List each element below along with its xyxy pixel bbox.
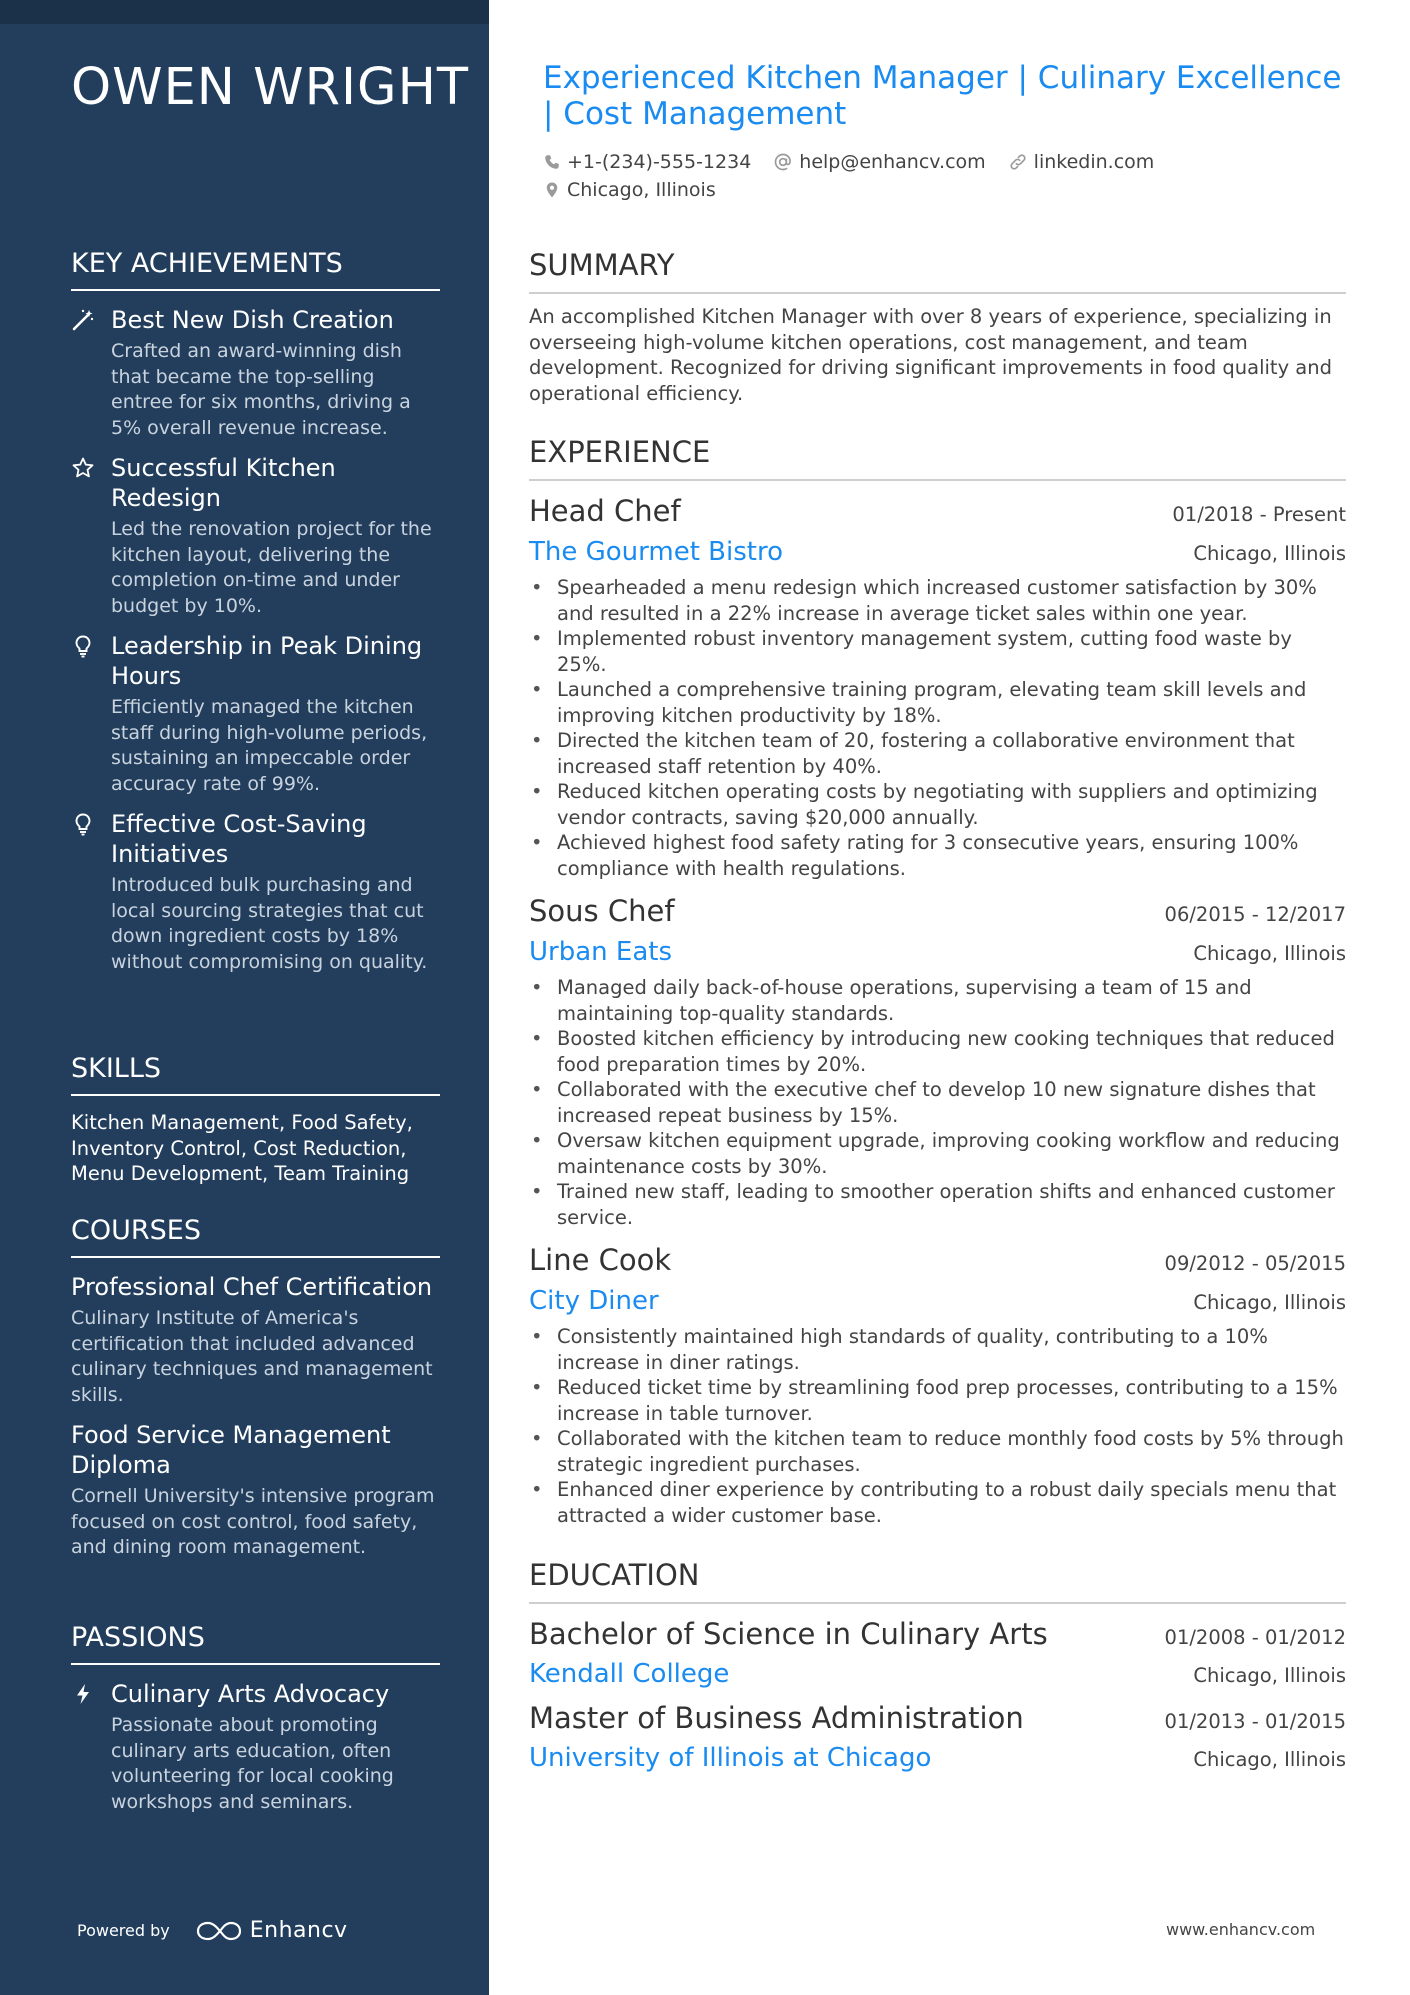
passions-section (71, 1622, 440, 1827)
experience-section (529, 435, 1346, 1538)
school-name: University of Illinois at Chicago (529, 1743, 932, 1773)
at-sign-icon (773, 152, 793, 172)
job-bullets (529, 1324, 1346, 1528)
email-text: help@enhancv.com (799, 151, 986, 173)
education-entry (529, 1698, 1346, 1778)
achievement-description: Crafted an award-winning dish that became the top-selling entree for six months, driving a 5% overall revenue increase. (111, 340, 411, 439)
education-dates: 01/2008 - 01/2012 (1164, 1626, 1346, 1649)
phone-icon (543, 153, 561, 171)
job-location: Chicago, Illinois (1193, 542, 1346, 565)
achievement-title: Leadership in Peak Dining Hours (111, 632, 423, 690)
education-heading: EDUCATION (529, 1558, 1346, 1604)
job-entry (529, 491, 1346, 881)
education-location: Chicago, Illinois (1193, 1748, 1346, 1771)
achievement-item (71, 631, 440, 797)
candidate-name: OWEN WRIGHT (71, 58, 470, 117)
footer-url[interactable]: www.enhancv.com (1166, 1920, 1316, 1939)
job-bullet: • Oversaw kitchen equipment upgrade, improving cooking workflow and reducing maintenance costs by 30%. (529, 1128, 1346, 1179)
education-section (529, 1558, 1346, 1782)
job-bullet: • Directed the kitchen team of 20, fostering a collaborative environment that increased staff retention by 40%. (529, 728, 1346, 779)
passions-heading: PASSIONS (71, 1622, 440, 1665)
phone-text: +1-(234)-555-1234 (567, 151, 752, 173)
job-bullet: • Managed daily back-of-house operations, supervising a team of 15 and maintaining top-quality standards. (529, 975, 1346, 1026)
job-bullet: • Boosted kitchen efficiency by introducing new cooking techniques that reduced food preparation times by 20%. (529, 1026, 1346, 1077)
achievement-description: Introduced bulk purchasing and local sourcing strategies that cut down ingredient costs by 18% without compromising on quality. (111, 874, 428, 973)
lightbulb-icon (71, 809, 111, 839)
job-bullet: • Spearheaded a menu redesign which increased customer satisfaction by 30% and resulted in a 22% increase in average ticket sales within one year. (529, 575, 1346, 626)
passion-item (71, 1679, 440, 1815)
job-location: Chicago, Illinois (1193, 942, 1346, 965)
contact-info (543, 148, 1333, 204)
achievement-title: Best New Dish Creation (111, 306, 394, 334)
course-title: Food Service Management Diploma (71, 1421, 391, 1479)
job-bullet: • Reduced kitchen operating costs by negotiating with suppliers and optimizing vendor contracts, saving $20,000 annually. (529, 779, 1346, 830)
sidebar-top-bar (0, 0, 489, 24)
link-text: linkedin.com (1033, 151, 1155, 173)
link-contact[interactable] (1008, 151, 1155, 173)
job-bullet: • Achieved highest food safety rating for 3 consecutive years, ensuring 100% compliance with health regulations. (529, 830, 1346, 881)
skills-list: Kitchen Management, Food Safety, Inventory Control, Cost Reduction, Menu Development, Team Training (71, 1111, 413, 1185)
achievement-item (71, 453, 440, 619)
email-contact[interactable] (773, 151, 985, 173)
job-bullet: • Trained new staff, leading to smoother operation shifts and enhanced customer service. (529, 1179, 1346, 1230)
degree-title: Master of Business Administration (529, 1701, 1024, 1735)
courses-section (71, 1215, 440, 1573)
education-entry (529, 1614, 1346, 1694)
job-title: Sous Chef (529, 894, 675, 928)
education-location: Chicago, Illinois (1193, 1664, 1346, 1687)
sidebar (0, 0, 489, 1995)
star-icon (71, 453, 111, 483)
lightbulb-icon (71, 631, 111, 661)
course-item (71, 1272, 440, 1408)
summary-section (529, 248, 1346, 406)
enhancv-logo-icon (196, 1919, 242, 1943)
achievement-description: Led the renovation project for the kitchen layout, delivering the completion on-time and under budget by 10%. (111, 518, 432, 617)
skills-section (71, 1053, 440, 1187)
passion-description: Passionate about promoting culinary arts education, often volunteering for local cooking workshops and seminars. (111, 1714, 394, 1813)
achievement-title: Successful Kitchen Redesign (111, 454, 336, 512)
powered-by (77, 1918, 348, 1943)
job-entry (529, 1240, 1346, 1528)
job-bullet: • Consistently maintained high standards of quality, contributing to a 10% increase in diner ratings. (529, 1324, 1346, 1375)
courses-heading: COURSES (71, 1215, 440, 1258)
headline: Experienced Kitchen Manager | Culinary Excellence | Cost Management (543, 60, 1342, 132)
phone-contact[interactable] (543, 151, 751, 173)
job-title: Head Chef (529, 494, 681, 528)
passion-title: Culinary Arts Advocacy (111, 1680, 390, 1708)
job-dates: 06/2015 - 12/2017 (1164, 903, 1346, 926)
degree-title: Bachelor of Science in Culinary Arts (529, 1617, 1048, 1651)
key-achievements-heading: KEY ACHIEVEMENTS (71, 248, 440, 291)
link-icon (1008, 152, 1028, 172)
enhancv-brand-name: Enhancv (249, 1918, 348, 1943)
job-dates: 01/2018 - Present (1172, 503, 1346, 526)
job-company: The Gourmet Bistro (529, 537, 783, 567)
achievement-item (71, 305, 440, 441)
job-dates: 09/2012 - 05/2015 (1164, 1252, 1346, 1275)
location-text: Chicago, Illinois (567, 179, 716, 201)
key-achievements-section (71, 248, 440, 987)
job-bullet: • Collaborated with the kitchen team to reduce monthly food costs by 5% through strategic ingredient purchases. (529, 1426, 1346, 1477)
job-bullet: • Implemented robust inventory management system, cutting food waste by 25%. (529, 626, 1346, 677)
job-location: Chicago, Illinois (1193, 1291, 1346, 1314)
achievement-description: Efficiently managed the kitchen staff during high-volume periods, sustaining an impeccable order accuracy rate of 99%. (111, 696, 428, 795)
course-title: Professional Chef Certification (71, 1273, 433, 1301)
job-bullet: • Enhanced diner experience by contributing to a robust daily specials menu that attracted a wider customer base. (529, 1477, 1346, 1528)
summary-text: An accomplished Kitchen Manager with over 8 years of experience, specializing in overseeing high-volume kitchen operations, cost management, and team development. Recognized for driving significant improvements in food quality and operational efficiency. (529, 305, 1332, 405)
magic-wand-icon (71, 305, 111, 335)
summary-heading: SUMMARY (529, 248, 1346, 294)
job-company: City Diner (529, 1286, 659, 1316)
job-bullets (529, 575, 1346, 881)
job-bullets (529, 975, 1346, 1230)
job-entry (529, 891, 1346, 1230)
location-pin-icon (543, 180, 561, 200)
job-bullet: • Collaborated with the executive chef to develop 10 new signature dishes that increased repeat business by 15%. (529, 1077, 1346, 1128)
job-company: Urban Eats (529, 937, 672, 967)
achievement-title: Effective Cost-Saving Initiatives (111, 810, 367, 868)
job-title: Line Cook (529, 1243, 672, 1277)
course-description: Cornell University's intensive program focused on cost control, food safety, and dining room management. (71, 1485, 435, 1558)
job-bullet: • Reduced ticket time by streamlining food prep processes, contributing to a 15% increase in table turnover. (529, 1375, 1346, 1426)
experience-heading: EXPERIENCE (529, 435, 1346, 481)
job-bullet: • Launched a comprehensive training program, elevating team skill levels and improving kitchen productivity by 18%. (529, 677, 1346, 728)
powered-by-label: Powered by (77, 1921, 170, 1940)
lightning-icon (71, 1679, 111, 1709)
course-description: Culinary Institute of America's certification that included advanced culinary techniques and management skills. (71, 1307, 433, 1406)
skills-heading: SKILLS (71, 1053, 440, 1096)
achievement-item (71, 809, 440, 975)
enhancv-logo[interactable] (196, 1918, 348, 1943)
education-dates: 01/2013 - 01/2015 (1164, 1710, 1346, 1733)
location-contact (543, 179, 716, 201)
course-item (71, 1420, 440, 1561)
school-name: Kendall College (529, 1659, 730, 1689)
